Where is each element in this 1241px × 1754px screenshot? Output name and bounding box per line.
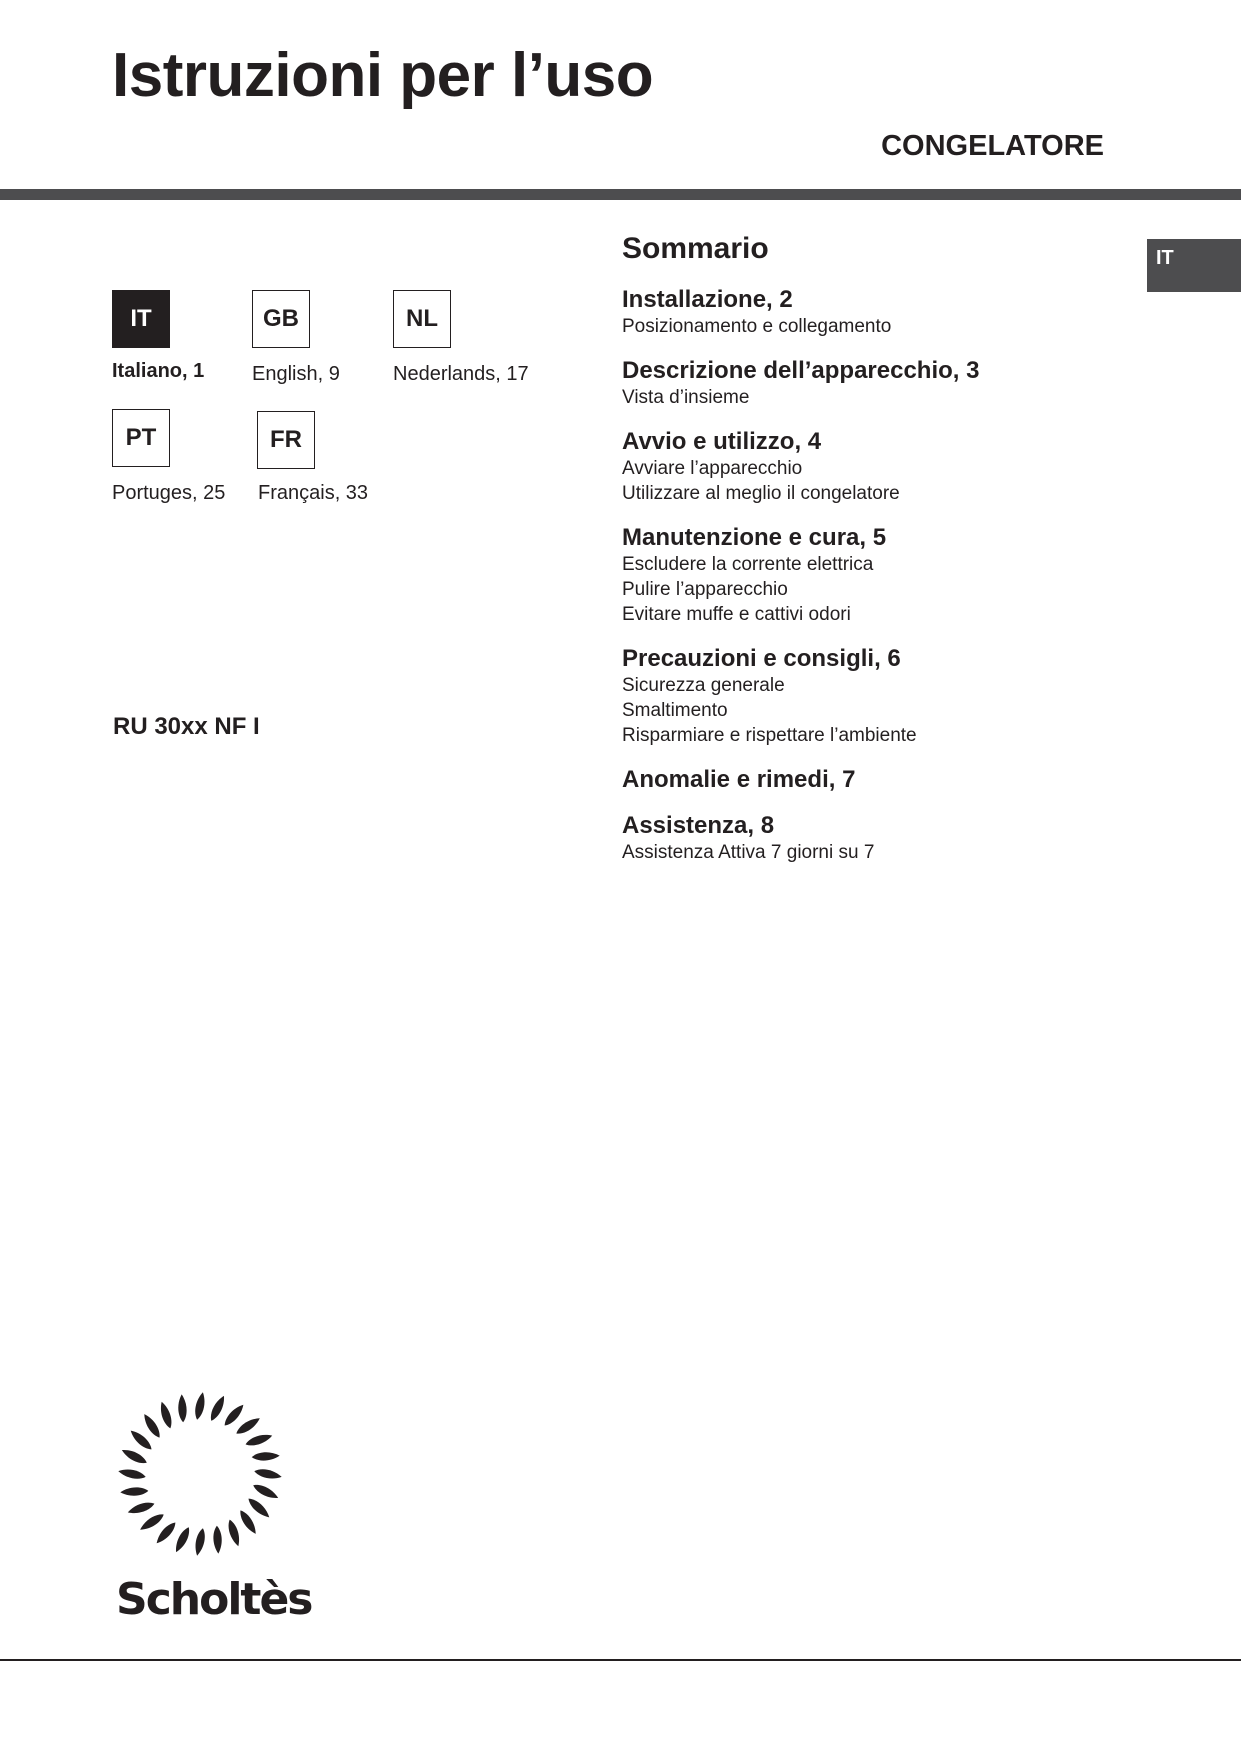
toc-section bbox=[622, 286, 1142, 339]
toc-subitem[interactable]: Sicurezza generale bbox=[622, 675, 785, 696]
language-box-pt[interactable] bbox=[112, 409, 170, 467]
toc-section-title[interactable]: Descrizione dell’apparecchio, 3 bbox=[622, 357, 980, 384]
toc-subitem[interactable]: Avviare l’apparecchio bbox=[622, 458, 803, 479]
language-code: GB bbox=[263, 305, 299, 332]
toc-subitem[interactable]: Assistenza Attiva 7 giorni su 7 bbox=[622, 842, 875, 863]
language-code: PT bbox=[125, 424, 157, 451]
toc-subitem[interactable]: Smaltimento bbox=[622, 700, 728, 721]
toc-section bbox=[622, 766, 1142, 794]
logo-ray bbox=[226, 1518, 243, 1547]
logo-ray bbox=[251, 1482, 280, 1502]
brand-sun-logo-icon bbox=[112, 1386, 288, 1562]
logo-ray bbox=[178, 1394, 188, 1422]
language-label-nl: Nederlands, 17 bbox=[393, 363, 529, 385]
language-code: IT bbox=[130, 305, 152, 332]
product-type: CONGELATORE bbox=[881, 130, 1104, 162]
logo-ray bbox=[193, 1527, 207, 1556]
toc-section-title[interactable]: Anomalie e rimedi, 7 bbox=[622, 766, 856, 793]
logo-ray bbox=[237, 1508, 259, 1536]
language-label-it: Italiano, 1 bbox=[112, 360, 205, 382]
logo-ray bbox=[158, 1401, 175, 1430]
toc-section bbox=[622, 524, 1142, 627]
logo-ray bbox=[213, 1525, 223, 1553]
logo-ray bbox=[193, 1391, 207, 1420]
logo-ray bbox=[117, 1467, 146, 1481]
language-box-gb[interactable] bbox=[252, 290, 310, 348]
toc-subitem[interactable]: Posizionamento e collegamento bbox=[622, 316, 892, 337]
toc-section bbox=[622, 428, 1142, 506]
toc-subitem[interactable]: Evitare muffe e cattivi odori bbox=[622, 604, 851, 625]
logo-ray bbox=[128, 1428, 154, 1453]
toc-section bbox=[622, 812, 1142, 865]
language-box-fr[interactable] bbox=[257, 411, 315, 469]
language-label-fr: Français, 33 bbox=[258, 482, 369, 504]
model-number: RU 30xx NF I bbox=[113, 713, 260, 740]
toc-subitem[interactable]: Escludere la corrente elettrica bbox=[622, 554, 874, 575]
logo-ray bbox=[172, 1525, 192, 1554]
logo-ray bbox=[253, 1467, 282, 1481]
toc-section bbox=[622, 645, 1142, 748]
language-code: FR bbox=[270, 426, 302, 453]
side-tab-label: IT bbox=[1156, 247, 1174, 269]
logo-ray bbox=[244, 1432, 273, 1449]
toc-section-title[interactable]: Assistenza, 8 bbox=[622, 812, 775, 839]
logo-ray bbox=[127, 1500, 156, 1517]
language-box-nl[interactable] bbox=[393, 290, 451, 348]
document-title: Istruzioni per l’uso bbox=[112, 41, 654, 110]
table-of-contents bbox=[622, 232, 1142, 883]
logo-ray bbox=[154, 1520, 179, 1546]
logo-ray bbox=[251, 1452, 279, 1462]
logo-ray bbox=[120, 1487, 148, 1497]
language-box-it[interactable] bbox=[112, 290, 170, 348]
logo-ray bbox=[208, 1394, 228, 1423]
language-label-gb: English, 9 bbox=[252, 363, 340, 385]
toc-subitem[interactable]: Utilizzare al meglio il congelatore bbox=[622, 483, 900, 504]
logo-ray bbox=[246, 1496, 272, 1521]
language-side-tab bbox=[1147, 239, 1241, 292]
toc-heading: Sommario bbox=[622, 232, 769, 265]
toc-section-title[interactable]: Installazione, 2 bbox=[622, 286, 793, 313]
logo-ray bbox=[141, 1412, 163, 1440]
logo-ray bbox=[120, 1446, 149, 1466]
brand-name: Scholtès bbox=[116, 1574, 312, 1625]
language-code: NL bbox=[406, 305, 438, 332]
toc-section-title[interactable]: Precauzioni e consigli, 6 bbox=[622, 645, 901, 672]
toc-section bbox=[622, 357, 1142, 410]
toc-subitem[interactable]: Risparmiare e rispettare l’ambiente bbox=[622, 725, 917, 746]
toc-section-title[interactable]: Manutenzione e cura, 5 bbox=[622, 524, 887, 551]
footer-divider bbox=[0, 1659, 1241, 1661]
toc-subitem[interactable]: Pulire l’apparecchio bbox=[622, 579, 788, 600]
logo-ray bbox=[234, 1415, 262, 1437]
logo-ray bbox=[138, 1511, 166, 1533]
header-divider bbox=[0, 189, 1241, 200]
toc-subitem[interactable]: Vista d’insieme bbox=[622, 387, 750, 408]
toc-section-title[interactable]: Avvio e utilizzo, 4 bbox=[622, 428, 822, 455]
logo-ray bbox=[222, 1402, 247, 1428]
language-label-pt: Portuges, 25 bbox=[112, 482, 226, 504]
